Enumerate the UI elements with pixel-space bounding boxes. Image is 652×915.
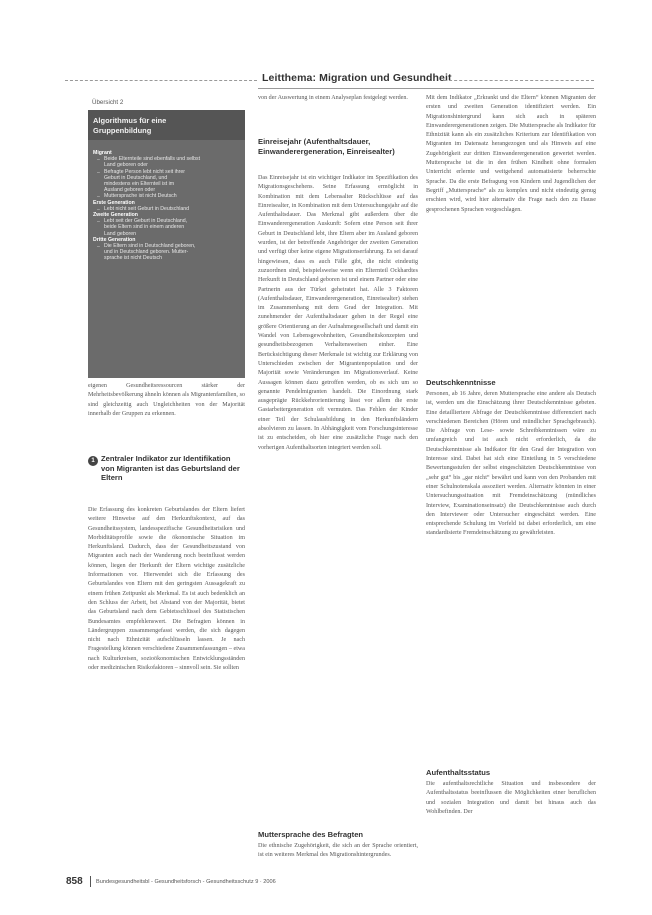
col3-body-deutschkenntnisse [426,390,596,539]
col3-paragraph-deutschkenntnisse: Personen, ab 16 Jahre, deren Muttersprache eine andere als Deutsch ist, werden um die Einschätzung ihrer Deutschkenntnisse gebeten. Eine detailliertere Abfrage der Deutschkenntnisse differenziert nach verschiedenen Bereichen (Hören und mündlicher Sprachgebrauch). Die Abfrage von Lese- sowie Schreibkenntnissen wäre zu umfangreich und ist auch nicht erforderlich, da die Deutschkenntnisse als Indikator für den Grad der Integration von Interesse sind. Dabei hat sich eine Einteilung in 5 verschiedene Bewertungsstufen der selbst eingeschätzten Deutschkenntnisse von „sehr gut“ bis „gar nicht“ bewährt und kann von den Probanden mit einer Schulnotenskala assoziiert werden. Alternativ könnten in einer Untersuchungssituation mit Fremdeinschätzung (mündliches Interview, Examinationseinsatz) die Deutschkenntnisse auch durch den Interviewer oder Untersucher eingeschätzt werden. Eine entsprechende Schulung im Vorfeld ist dabei erforderlich, um eine standardisierte Fremdeinschätzung zu gewährleisten. [426,391,596,537]
col2-body-einreisejahr [258,174,418,453]
info-box-title-line-1: Algorithmus für eine [93,116,167,125]
info-box-group-label: Migrant [93,150,112,156]
col1-intro-text [88,382,245,419]
info-box-line: Ausland geboren oder [104,187,156,194]
info-box-line: Muttersprache ist nicht Deutsch [104,193,177,200]
header-rule-right [444,80,594,82]
col2-paragraph-muttersprache: Die ethnische Zugehörigkeit, die sich an der Sprache orientiert, ist ein weiteres Merkmal des Migrationshintergrundes. [258,843,418,859]
bullet-icon: – [97,169,100,176]
col3-paragraph-aufenthaltsstatus: Die aufenthaltsrechtliche Situation und insbesondere der Aufenthaltsstatus beeinflussen die Möglichkeiten einer beruflichen und sozialen Integration und damit bei hinaus auch das Wohlbefinden. Der [426,781,596,815]
bullet-icon: – [97,194,100,201]
col3-heading-deutschkenntnisse: Deutschkenntnisse [426,378,496,387]
col2-intro-text [258,94,418,103]
col2-paragraph-einreisejahr: Das Einreisejahr ist ein wichtiger Indikator im Spezifikation des Migrationsgeschehens. Seine Erfassung ermöglicht in Kombination mit dem Lebensalter Rückschlüsse auf das Einreisealter, in Kombination mit dem Untersuchungsjahr auf die Aufenthaltsdauer. Das Merkmal gibt außerdem über die Einwanderergeneration Auskunft: Sofern eine Person seit ihrer Geburt in Deutschland lebt, ihre Eltern aber im Ausland geboren wurden, ist der betreffende Angehöriger der zweiten Generation und verfügt über keine eigene Migrationserfahrung. Es sei darauf hingewiesen, dass es auch Fälle gibt, die nicht eindeutig zuzuordnen sind, beispielsweise wenn ein Elternteil Ockhardtes Herkunft in Deutschland geboren ist und einem Partner oder eine Partnerin aus der Türkei geheiratet hat. Alle 3 Faktoren (Aufenthaltsdauer, Einwanderergeneration, Einreisealter) stehen im Zusammenhang mit dem Grad der Integration. Mit zunehmender der Aufenthaltsdauer gehen in der Regel eine größere Orientierung an der Aufnahmegesellschaft und damit ein Wandel von Lebensgewohnheiten, Gesundheitskonzepten und gesundheitsbezogenen Verhaltensweisen einher. Eine Berücksichtigung dieser Merkmale ist wichtig zur Erklärung von Unterschieden zwischen der Migrantenpopulation und der Majorität sowie Veränderungen im Migrationsverlauf. Keine Aussagen können dazu getroffen werden, ob es sich um so genannte Pendelmigranten handelt. Die Einordnung stark ausgeprägte Rückkehrorientierung lässt vor allem die erste Gastarbeitergeneration oft vermuten. Das Fehlen der Kinder einer Teil der Schulausbildung in den Herkunftsländern absolvieren zu lassen. In Abhängigkeit vom Forschungsinteresse ist zu entscheiden, ob hier eine zusätzliche Frage nach den vorherigen Aufenthaltsorten integriert werden soll. [258,175,418,451]
info-box-line: und in Deutschland geboren. Mutter- [104,249,189,256]
page-number: 858 [66,876,83,887]
info-box-group-label: Erste Generation [93,199,135,206]
col3-heading-aufenthaltsstatus: Aufenthaltsstatus [426,768,491,777]
info-box-line: sprache ist nicht Deutsch [104,255,162,262]
col2-intro-paragraph: von der Auswertung in einem Analyseplan festgelegt werden. [258,95,408,101]
col2-heading-muttersprache: Muttersprache des Befragten [258,830,364,839]
col1-body-paragraph: Die Erfassung des konkreten Geburtslandes der Eltern liefert weitere Hinweise auf den Herkunftskontext, auf das Gesundheitssystem, landesspezifische Gesundheitsrisiken und Morbiditätsprofile sowie die ökonomische Situation im Herkunftsland. Dadurch, dass der Gesundheitszustand von Migranten auch nach der Wanderung noch beeinflusst werden können, liegen der Herkunft der Eltern wichtige zusätzliche Informationen vor. Hierwendet sich die Erfassung des Geburtslandes von Eltern mit den geringsten Aussagekraft zu einem frühen Zeitpunkt als Merkmal. Es ist auch bedenklich an den Schluss der Arbeit, bei Abstand von der Majorität, bietet das Geburtsland nach dem Gebietsschlüssel des Statistischen Bundesamtes empfehlenswert. Die Befragten können in Ländergruppen zusammengefasst werden, die sich dagegen nicht nach Ethnizität aufschlüsseln lassen. Je nach Fragestellung können verschiedene Zusammenfassungen – etwa nach Kulturkreisen, sozioökonomischen Entwicklungsständen oder medizinischen Risikofaktoren – sinnvoll sein. Sie sollten [88,507,245,672]
footer-citation: Bundesgesundheitsbl - Gesundheitsforsch - Gesundheitsschutz 9 · 2006 [96,879,276,885]
col2-heading-einreisejahr: Einreisejahr (Aufenthaltsdauer, Einwanderergeneration, Einreisealter) [258,137,395,156]
info-box-line: Land geboren oder [104,162,148,169]
info-box-line: Land geboren [104,230,137,237]
col2-body-muttersprache [258,842,418,861]
info-box-line: Befragte Person lebt nicht seit ihrer [104,168,186,175]
info-box-line: Lebt seit der Geburt in Deutschland, [104,218,188,225]
header-rule-left [65,80,257,82]
col3-paragraph-intro: Mit dem Indikator „Erkrankt und die Eltern“ können Migranten der ersten und zweiten Generation identifiziert werden. Ein Migrationshintergrund kann sich auch in späteren Einwanderergenerationen zeigen. Die Muttersprache als Indikator für Ethnizität kann als ein zusätzliches Kriterium zur Identifikation von Migranten im Datensatz herangezogen und als Hinweis auf eine Zugehörigkeit zur dritten Einwanderergeneration gewertet werden. Muttersprache ist die in den frühen Kindheit ohne formalen Unterricht erlernte und weitgehend automatisierte beherrschte Sprache. Da die erste Befragung von Kindern und Jugendlichen der Begriff „Muttersprache“ als zu komplex und nicht eindeutig genug erschien wird, wird hier alternativ die Frage nach den zu Hause gesprochenen Sprachen vorgeschlagen. [426,95,596,213]
info-box-line: Beide Elternteile sind ebenfalls und selbst [104,156,201,163]
info-box-title-line-2: Gruppenbildung [93,126,152,135]
bullet-icon: – [97,219,100,226]
col1-intro-paragraph: eigenen Gesundheitsressourcen stärker der Mehrheitsbevölkerung ähneln können als Migrantenfamilien, so sind gleichzeitig auch Ungleichheiten von der Majorität innerhalb der Gruppen zu erkennen. [88,383,245,417]
col3-body-intro [426,94,596,215]
info-box-line: Lebt nicht seit Geburt in Deutschland [104,205,190,212]
overview-label: Übersicht 2 [92,99,124,106]
bullet-icon: – [97,244,100,250]
info-box-line: beide Eltern sind in einem anderen [104,224,185,231]
col1-body-text [88,506,245,673]
info-box-group-label: Dritte Generation [93,236,136,243]
info-box-group-label: Zweite Generation [93,212,138,218]
bullet-icon: – [97,157,100,164]
header-underline [258,88,594,89]
info-box-line: Geburt in Deutschland, und [104,174,168,181]
info-box-line: mindestens ein Elternteil ist im [104,181,175,187]
running-header-title: Leitthema: Migration und Gesundheit [262,72,452,84]
footer-separator [90,876,91,887]
col1-section-heading: Zentraler Indikator zur Identifikation von Migranten ist das Geburtsland der Eltern [101,454,240,482]
col3-body-aufenthaltsstatus [426,780,596,817]
info-box-header [88,110,245,140]
info-box-line: Die Eltern sind in Deutschland geboren, [104,243,196,249]
bullet-icon: – [97,206,100,213]
section-number-badge: 1 [88,456,98,466]
